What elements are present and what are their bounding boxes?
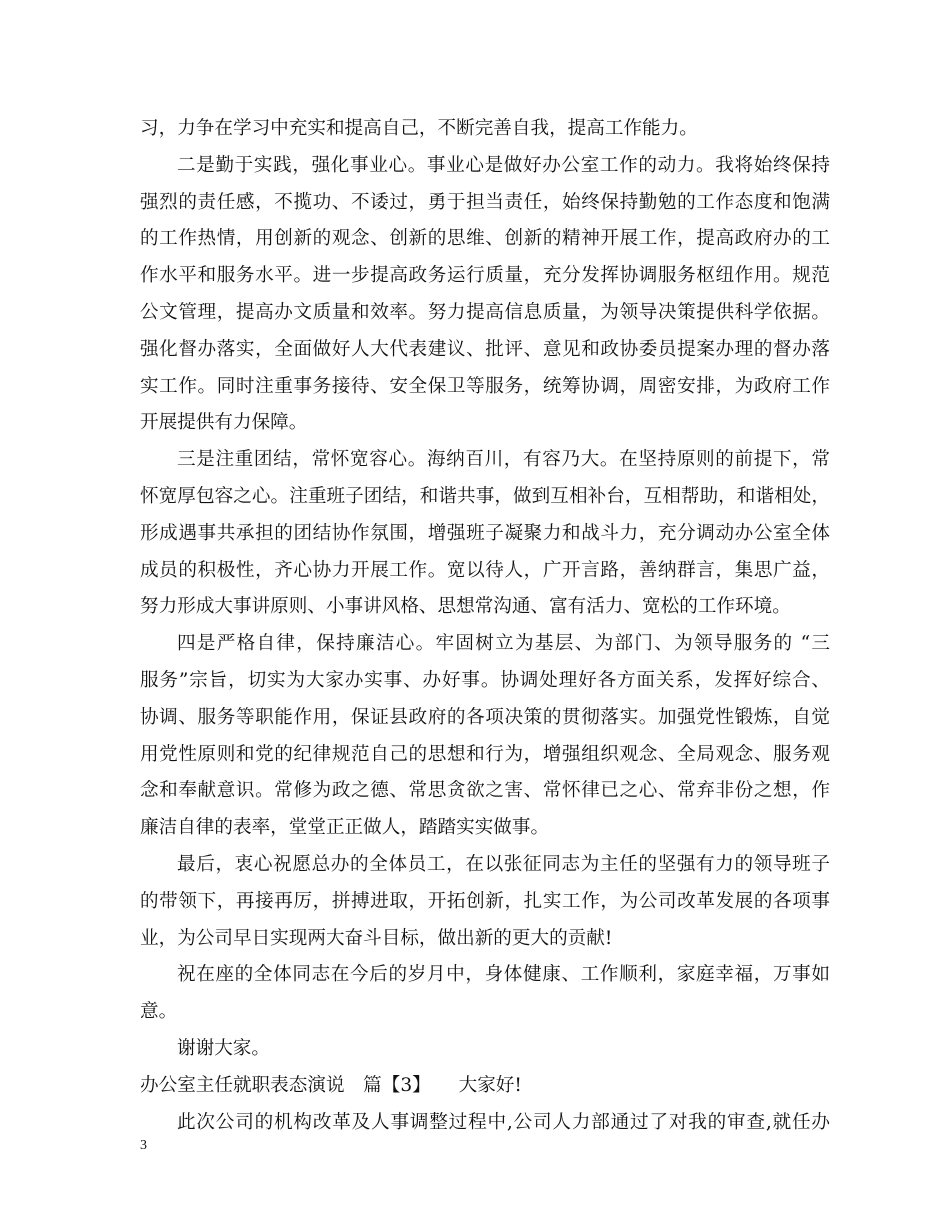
text-line: 公文管理，提高办文质量和效率。努力提高信息质量，为领导决策提供科学依据。 xyxy=(140,301,830,323)
text-line: 开展提供有力保障。 xyxy=(140,412,308,434)
text-line: 实工作。同时注重事务接待、安全保卫等服务，统筹协调，周密安排，为政府工作 xyxy=(140,375,830,397)
text-line: 用党性原则和党的纪律规范自己的思想和行为，增强组织观念、全局观念、服务观 xyxy=(140,743,830,765)
text-line: 四是严格自律，保持廉洁心。牢固树立为基层、为部门、为领导服务的 “三 xyxy=(177,633,830,655)
text-line: 习，力争在学习中充实和提高自己，不断完善自我，提高工作能力。 xyxy=(140,118,698,139)
text-line: 服务”宗旨，切实为大家办实事、办好事。协调处理好各方面关系，发挥好综合、 xyxy=(140,669,830,691)
text-line: 强烈的责任感，不揽功、不诿过，勇于担当责任，始终保持勤勉的工作态度和饱满 xyxy=(140,191,830,213)
text-line: 办公室主任就职表态演说 篇【3】 大家好! xyxy=(140,1074,522,1096)
text-line: 祝在座的全体同志在今后的岁月中，身体健康、工作顺利，家庭幸福，万事如 xyxy=(177,964,830,986)
text-line: 最后，衷心祝愿总办的全体员工，在以张征同志为主任的坚强有力的领导班子 xyxy=(177,853,830,875)
text-line: 成员的积极性，齐心协力开展工作。宽以待人，广开言路，善纳群言，集思广益， xyxy=(140,559,830,581)
text-line: 二是勤于实践，强化事业心。事业心是做好办公室工作的动力。我将始终保持 xyxy=(177,154,830,176)
text-line: 念和奉献意识。常修为政之德、常思贪欲之害、常怀律已之心、常弃非份之想，作 xyxy=(140,780,830,802)
text-line: 业，为公司早日实现两大奋斗目标，做出新的更大的贡献! xyxy=(140,927,613,949)
text-line: 的工作热情，用创新的观念、创新的思维、创新的精神开展工作，提高政府办的工 xyxy=(140,228,830,250)
text-line: 怀宽厚包容之心。注重班子团结，和谐共事，做到互相补台，互相帮助，和谐相处， xyxy=(140,485,830,507)
page-number: 3 xyxy=(140,1138,147,1153)
text-line: 谢谢大家。 xyxy=(177,1037,270,1059)
text-line: 三是注重团结，常怀宽容心。海纳百川，有容乃大。在坚持原则的前提下，常 xyxy=(177,449,830,471)
text-line: 作水平和服务水平。进一步提高政务运行质量，充分发挥协调服务枢纽作用。规范 xyxy=(140,265,830,287)
text-line: 廉洁自律的表率，堂堂正正做人，踏踏实实做事。 xyxy=(140,817,550,839)
document-body xyxy=(140,111,830,1141)
text-line: 强化督办落实，全面做好人大代表建议、批评、意见和政协委员提案办理的督办落 xyxy=(140,338,830,360)
text-line: 意。 xyxy=(140,1001,178,1023)
text-line: 努力形成大事讲原则、小事讲风格、思想常沟通、富有活力、宽松的工作环境。 xyxy=(140,596,791,618)
text-line: 的带领下，再接再厉，拼搏进取，开拓创新，扎实工作，为公司改革发展的各项事 xyxy=(140,890,830,912)
text-line: 协调、服务等职能作用，保证县政府的各项决策的贯彻落实。加强党性锻炼，自觉 xyxy=(140,706,830,728)
text-line: 此次公司的机构改革及人事调整过程中,公司人力部通过了对我的审查,就任办 xyxy=(177,1111,830,1133)
text-line: 形成遇事共承担的团结协作氛围，增强班子凝聚力和战斗力，充分调动办公室全体 xyxy=(140,522,830,544)
